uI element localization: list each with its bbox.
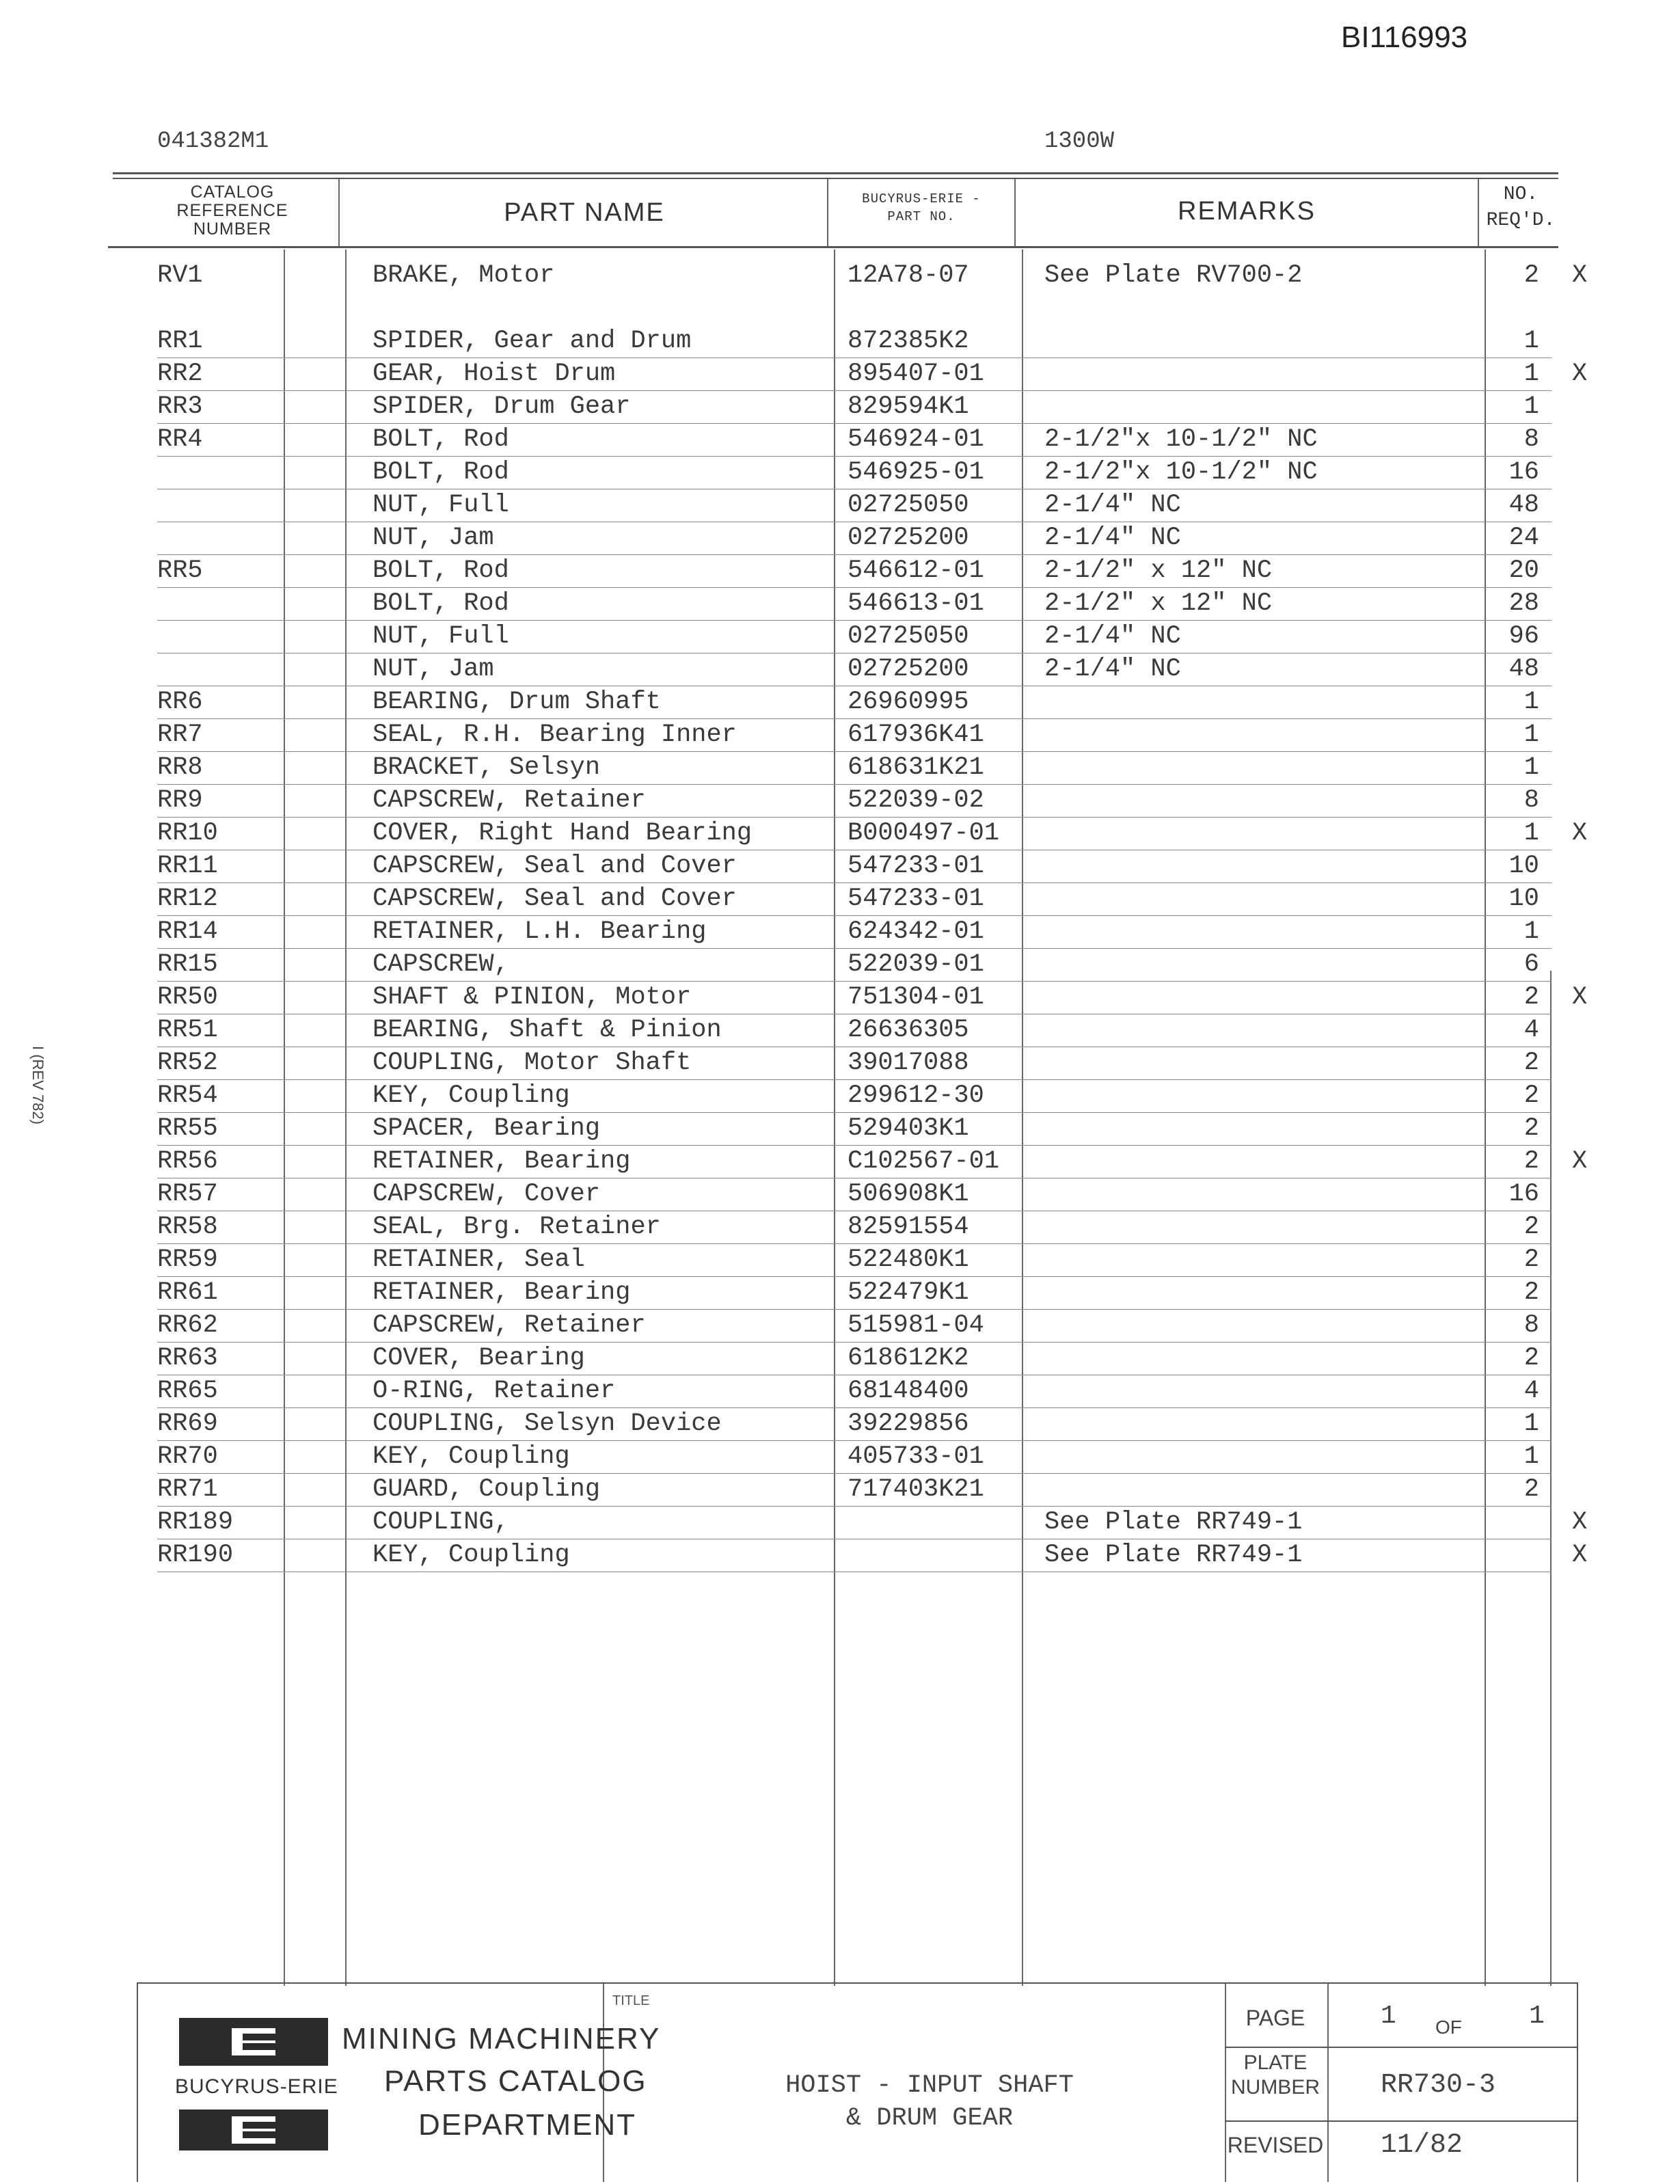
quantity-required-cell: 4 — [1523, 1016, 1539, 1044]
table-row — [0, 1211, 1680, 1244]
part-number-cell: 529403K1 — [848, 1114, 969, 1143]
part-number-cell: 546925-01 — [848, 458, 984, 487]
remarks-cell: See Plate RR749-1 — [1044, 1541, 1303, 1569]
plate-title-line-2: & DRUM GEAR — [845, 2104, 1014, 2133]
catalog-ref-cell: RR10 — [157, 819, 218, 848]
remarks-cell: 2-1/2" x 12" NC — [1044, 589, 1273, 618]
catalog-ref-cell: RR62 — [157, 1311, 218, 1340]
part-name-cell: COUPLING, Motor Shaft — [372, 1049, 692, 1077]
side-revision-mark: I (REV 782) — [29, 1046, 46, 1124]
catalog-code: 041382M1 — [157, 129, 269, 154]
table-row — [0, 1244, 1680, 1277]
quantity-required-cell: 8 — [1523, 1311, 1539, 1340]
mark-cell: X — [1572, 819, 1588, 848]
table-row — [0, 653, 1680, 686]
part-number-cell: 895407-01 — [848, 360, 984, 388]
page-label: PAGE — [1245, 2006, 1305, 2030]
title-label: TITLE — [612, 1993, 650, 2008]
part-number-cell: 02725200 — [848, 655, 969, 684]
document-id: BI116993 — [1341, 21, 1468, 54]
header-partno-line-1: BUCYRUS-ERIE - — [862, 191, 981, 206]
remarks-cell: 2-1/4" NC — [1044, 622, 1181, 651]
table-row — [0, 1441, 1680, 1474]
mark-cell: X — [1572, 983, 1588, 1012]
quantity-required-cell: 1 — [1523, 688, 1539, 716]
table-row — [0, 391, 1680, 424]
logo-e-icon — [232, 2028, 275, 2055]
table-row — [0, 982, 1680, 1014]
header-catalog-reference — [147, 183, 318, 239]
company-name: BUCYRUS-ERIE — [175, 2075, 338, 2098]
part-number-cell: 515981-04 — [848, 1311, 984, 1340]
part-name-cell: CAPSCREW, Retainer — [372, 1311, 646, 1340]
remarks-cell: 2-1/4" NC — [1044, 524, 1181, 552]
mark-cell: X — [1572, 1147, 1588, 1176]
part-name-cell: NUT, Jam — [372, 655, 494, 684]
catalog-ref-cell: RR52 — [157, 1049, 218, 1077]
table-row — [0, 818, 1680, 850]
quantity-required-cell: 8 — [1523, 786, 1539, 815]
part-number-cell: C102567-01 — [848, 1147, 1000, 1176]
table-row — [0, 752, 1680, 785]
quantity-required-cell: 16 — [1508, 1180, 1539, 1209]
catalog-ref-cell: RR189 — [157, 1508, 234, 1537]
part-name-cell: RETAINER, Bearing — [372, 1147, 631, 1176]
catalog-ref-cell: RR70 — [157, 1442, 218, 1471]
part-number-cell: 617936K41 — [848, 720, 984, 749]
part-name-cell: SPACER, Bearing — [372, 1114, 601, 1143]
table-row — [0, 489, 1680, 522]
header-remarks: REMARKS — [1178, 197, 1316, 226]
quantity-required-cell: 1 — [1523, 1442, 1539, 1471]
part-number-cell: 12A78-07 — [848, 261, 969, 290]
remarks-cell: 2-1/4" NC — [1044, 491, 1181, 520]
part-number-cell: 717403K21 — [848, 1475, 984, 1504]
plate-label-line-2: NUMBER — [1230, 2076, 1320, 2099]
part-number-cell: 02725200 — [848, 524, 969, 552]
title-block-rule-1 — [1225, 2047, 1577, 2048]
table-top-rule — [113, 172, 1558, 174]
logo-e-icon-lower — [232, 2116, 275, 2144]
table-row — [0, 1113, 1680, 1146]
revised-label: REVISED — [1227, 2133, 1324, 2157]
catalog-ref-cell: RR51 — [157, 1016, 218, 1044]
part-name-cell: COUPLING, — [372, 1508, 509, 1537]
table-row — [0, 949, 1680, 982]
catalog-ref-cell: RR54 — [157, 1081, 218, 1110]
catalog-ref-cell: RR15 — [157, 950, 218, 979]
table-row — [0, 1277, 1680, 1310]
part-number-cell: 547233-01 — [848, 852, 984, 880]
quantity-required-cell: 10 — [1508, 852, 1539, 880]
catalog-ref-cell: RR63 — [157, 1344, 218, 1373]
part-number-cell: 872385K2 — [848, 327, 969, 355]
dept-line-2: PARTS CATALOG — [384, 2064, 647, 2098]
quantity-required-cell: 48 — [1508, 491, 1539, 520]
part-number-cell: 39229856 — [848, 1410, 969, 1438]
part-name-cell: RETAINER, Bearing — [372, 1278, 631, 1307]
part-name-cell: NUT, Full — [372, 491, 509, 520]
bucyrus-erie-logo-lower — [179, 2109, 328, 2151]
part-number-cell: 522039-01 — [848, 950, 984, 979]
part-number-cell: 68148400 — [848, 1377, 969, 1405]
quantity-required-cell: 2 — [1523, 1278, 1539, 1307]
catalog-ref-cell: RR56 — [157, 1147, 218, 1176]
table-row — [0, 850, 1680, 883]
part-name-cell: BEARING, Shaft & Pinion — [372, 1016, 722, 1044]
part-number-cell: B000497-01 — [848, 819, 1000, 848]
catalog-ref-cell: RR65 — [157, 1377, 218, 1405]
part-name-cell: BRAKE, Motor — [372, 261, 555, 290]
part-name-cell: RETAINER, Seal — [372, 1245, 585, 1274]
mark-cell: X — [1572, 360, 1588, 388]
table-row — [0, 1080, 1680, 1113]
part-name-cell: COVER, Right Hand Bearing — [372, 819, 753, 848]
header-divider-4 — [1478, 179, 1479, 246]
remarks-cell: See Plate RR749-1 — [1044, 1508, 1303, 1537]
header-ref-line-2: REFERENCE — [176, 201, 288, 220]
header-req-line-1: NO. — [1503, 184, 1539, 205]
header-part-number — [828, 190, 1014, 226]
table-row — [0, 1146, 1680, 1178]
revised-date: 11/82 — [1381, 2130, 1463, 2161]
catalog-ref-cell: RR7 — [157, 720, 203, 749]
quantity-required-cell: 10 — [1508, 885, 1539, 913]
catalog-ref-cell: RR14 — [157, 917, 218, 946]
quantity-required-cell: 8 — [1523, 425, 1539, 454]
part-name-cell: CAPSCREW, Seal and Cover — [372, 885, 737, 913]
header-req-line-2: REQ'D. — [1486, 210, 1556, 231]
quantity-required-cell: 1 — [1523, 917, 1539, 946]
catalog-ref-cell: RR3 — [157, 392, 203, 421]
catalog-ref-cell: RR190 — [157, 1541, 234, 1569]
dept-line-1: MINING MACHINERY — [342, 2022, 661, 2055]
catalog-ref-cell: RR8 — [157, 753, 203, 782]
part-number-cell: 522479K1 — [848, 1278, 969, 1307]
part-number-cell: 299612-30 — [848, 1081, 984, 1110]
catalog-ref-cell: RR71 — [157, 1475, 218, 1504]
part-number-cell: 82591554 — [848, 1213, 969, 1241]
quantity-required-cell: 1 — [1523, 327, 1539, 355]
quantity-required-cell: 6 — [1523, 950, 1539, 979]
table-row — [0, 916, 1680, 949]
part-number-cell: 618631K21 — [848, 753, 984, 782]
table-row — [0, 325, 1680, 358]
quantity-required-cell: 1 — [1523, 720, 1539, 749]
part-name-cell: KEY, Coupling — [372, 1442, 570, 1471]
plate-label-line-1: PLATE — [1243, 2051, 1308, 2074]
catalog-ref-cell: RR6 — [157, 688, 203, 716]
table-row — [0, 424, 1680, 457]
catalog-ref-cell: RR1 — [157, 327, 203, 355]
part-number-cell: 02725050 — [848, 622, 969, 651]
part-name-cell: KEY, Coupling — [372, 1081, 570, 1110]
table-row — [0, 719, 1680, 752]
part-name-cell: SPIDER, Gear and Drum — [372, 327, 692, 355]
table-row — [0, 1047, 1680, 1080]
bucyrus-erie-logo — [179, 2018, 328, 2066]
table-row — [0, 1014, 1680, 1047]
quantity-required-cell: 48 — [1508, 655, 1539, 684]
table-row — [0, 621, 1680, 653]
header-req — [1480, 182, 1562, 234]
part-name-cell: COUPLING, Selsyn Device — [372, 1410, 722, 1438]
table-row — [0, 1408, 1680, 1441]
part-number-cell: 522039-02 — [848, 786, 984, 815]
quantity-required-cell: 2 — [1523, 983, 1539, 1012]
table-header-rule — [108, 246, 1558, 248]
table-row — [0, 1375, 1680, 1408]
plate-title-line-1: HOIST - INPUT SHAFT — [785, 2071, 1074, 2100]
quantity-required-cell: 2 — [1523, 1081, 1539, 1110]
part-name-cell: SHAFT & PINION, Motor — [372, 983, 692, 1012]
mark-cell: X — [1572, 261, 1588, 290]
part-name-cell: BOLT, Rod — [372, 458, 509, 487]
quantity-required-cell: 28 — [1508, 589, 1539, 618]
part-number-cell: 26960995 — [848, 688, 969, 716]
quantity-required-cell: 1 — [1523, 753, 1539, 782]
header-ref-line-1: CATALOG — [190, 183, 275, 202]
catalog-ref-cell: RV1 — [157, 261, 203, 290]
part-name-cell: COVER, Bearing — [372, 1344, 585, 1373]
table-row — [0, 588, 1680, 621]
remarks-cell: 2-1/2" x 12" NC — [1044, 556, 1273, 585]
part-name-cell: CAPSCREW, Seal and Cover — [372, 852, 737, 880]
table-row — [0, 1178, 1680, 1211]
part-name-cell: BOLT, Rod — [372, 425, 509, 454]
part-number-cell: 547233-01 — [848, 885, 984, 913]
quantity-required-cell: 2 — [1523, 1475, 1539, 1504]
catalog-ref-cell: RR58 — [157, 1213, 218, 1241]
part-name-cell: BOLT, Rod — [372, 589, 509, 618]
quantity-required-cell: 1 — [1523, 360, 1539, 388]
table-row — [0, 522, 1680, 555]
table-row — [0, 1343, 1680, 1375]
catalog-ref-cell: RR57 — [157, 1180, 218, 1209]
table-row — [0, 686, 1680, 719]
table-row — [0, 1507, 1680, 1539]
plate-number: RR730-3 — [1381, 2070, 1496, 2101]
part-name-cell: SPIDER, Drum Gear — [372, 392, 631, 421]
page-total: 1 — [1529, 2001, 1545, 2031]
page-number: 1 — [1381, 2001, 1396, 2031]
plate-number-label — [1225, 2051, 1326, 2100]
part-name-cell: NUT, Jam — [372, 524, 494, 552]
machine-model: 1300W — [1044, 129, 1115, 154]
remarks-cell: 2-1/2"x 10-1/2" NC — [1044, 425, 1318, 454]
catalog-ref-cell: RR59 — [157, 1245, 218, 1274]
header-divider-1 — [338, 179, 340, 246]
part-number-cell: 522480K1 — [848, 1245, 969, 1274]
catalog-ref-cell: RR2 — [157, 360, 203, 388]
dept-line-3: DEPARTMENT — [418, 2108, 637, 2142]
catalog-ref-cell: RR55 — [157, 1114, 218, 1143]
catalog-ref-cell: RR12 — [157, 885, 218, 913]
part-number-cell: 546612-01 — [848, 556, 984, 585]
part-name-cell: SEAL, R.H. Bearing Inner — [372, 720, 737, 749]
catalog-ref-cell: RR9 — [157, 786, 203, 815]
quantity-required-cell: 2 — [1523, 1049, 1539, 1077]
quantity-required-cell: 1 — [1523, 392, 1539, 421]
title-block-divider-3 — [1327, 1984, 1329, 2182]
quantity-required-cell: 2 — [1523, 1213, 1539, 1241]
header-ref-line-3: NUMBER — [193, 219, 272, 239]
part-number-cell: 618612K2 — [848, 1344, 969, 1373]
part-number-cell: 751304-01 — [848, 983, 984, 1012]
remarks-cell: 2-1/2"x 10-1/2" NC — [1044, 458, 1318, 487]
part-name-cell: BEARING, Drum Shaft — [372, 688, 661, 716]
part-number-cell: 02725050 — [848, 491, 969, 520]
quantity-required-cell: 4 — [1523, 1377, 1539, 1405]
part-name-cell: GEAR, Hoist Drum — [372, 360, 616, 388]
table-row — [0, 1474, 1680, 1507]
title-block-rule-2 — [1225, 2120, 1577, 2122]
catalog-ref-cell: RR5 — [157, 556, 203, 585]
quantity-required-cell: 2 — [1523, 1344, 1539, 1373]
catalog-ref-cell: RR50 — [157, 983, 218, 1012]
table-row — [0, 785, 1680, 818]
quantity-required-cell: 16 — [1508, 458, 1539, 487]
part-name-cell: O-RING, Retainer — [372, 1377, 616, 1405]
page-of: OF — [1435, 2017, 1462, 2038]
quantity-required-cell: 2 — [1523, 261, 1539, 290]
quantity-required-cell: 2 — [1523, 1114, 1539, 1143]
catalog-ref-cell: RR4 — [157, 425, 203, 454]
quantity-required-cell: 96 — [1508, 622, 1539, 651]
catalog-ref-cell: RR61 — [157, 1278, 218, 1307]
remarks-cell: See Plate RV700-2 — [1044, 261, 1303, 290]
part-number-cell: 26636305 — [848, 1016, 969, 1044]
table-row — [0, 1539, 1680, 1572]
table-row — [0, 358, 1680, 391]
part-name-cell: CAPSCREW, Retainer — [372, 786, 646, 815]
quantity-required-cell: 20 — [1508, 556, 1539, 585]
quantity-required-cell: 2 — [1523, 1245, 1539, 1274]
part-number-cell: 506908K1 — [848, 1180, 969, 1209]
remarks-cell: 2-1/4" NC — [1044, 655, 1181, 684]
part-name-cell: NUT, Full — [372, 622, 509, 651]
header-partno-line-2: PART NO. — [887, 209, 956, 224]
quantity-required-cell: 1 — [1523, 1410, 1539, 1438]
table-row — [0, 883, 1680, 916]
part-number-cell: 405733-01 — [848, 1442, 984, 1471]
catalog-ref-cell: RR69 — [157, 1410, 218, 1438]
part-number-cell: 39017088 — [848, 1049, 969, 1077]
quantity-required-cell: 24 — [1508, 524, 1539, 552]
part-name-cell: KEY, Coupling — [372, 1541, 570, 1569]
table-top-rule-2 — [113, 178, 1558, 179]
part-name-cell: SEAL, Brg. Retainer — [372, 1213, 661, 1241]
part-name-cell: CAPSCREW, — [372, 950, 509, 979]
mark-cell: X — [1572, 1541, 1588, 1569]
part-number-cell: 546613-01 — [848, 589, 984, 618]
part-number-cell: 829594K1 — [848, 392, 969, 421]
part-name-cell: GUARD, Coupling — [372, 1475, 601, 1504]
mark-cell: X — [1572, 1508, 1588, 1537]
part-name-cell: BRACKET, Selsyn — [372, 753, 601, 782]
catalog-ref-cell: RR11 — [157, 852, 218, 880]
quantity-required-cell: 2 — [1523, 1147, 1539, 1176]
part-name-cell: BOLT, Rod — [372, 556, 509, 585]
table-row — [0, 555, 1680, 588]
header-part-name: PART NAME — [504, 198, 665, 227]
table-row — [0, 457, 1680, 489]
part-number-cell: 624342-01 — [848, 917, 984, 946]
table-row — [0, 260, 1680, 293]
table-row — [0, 1310, 1680, 1343]
part-name-cell: RETAINER, L.H. Bearing — [372, 917, 707, 946]
quantity-required-cell: 1 — [1523, 819, 1539, 848]
part-name-cell: CAPSCREW, Cover — [372, 1180, 601, 1209]
part-number-cell: 546924-01 — [848, 425, 984, 454]
